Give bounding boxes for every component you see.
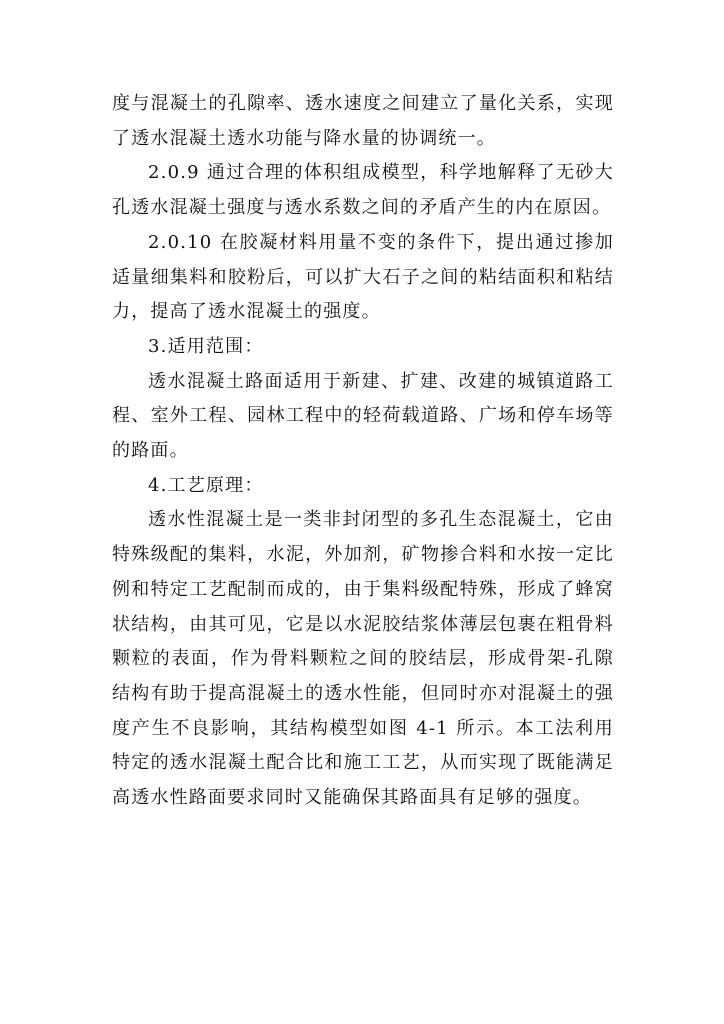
heading-principle: 4.工艺原理： [148,474,264,496]
paragraph-continuation: 度与混凝土的孔隙率、透水速度之间建立了量化关系，实现了透水混凝土透水功能与降水量的协调统一。 [112,93,614,149]
document-page [112,87,614,816]
heading-scope: 3.适用范围： [148,335,264,357]
paragraph-principle: 透水性混凝土是一类非封闭型的多孔生态混凝土，它由特殊级配的集料，水泥，外加剂，矿物掺合料和水按一定比例和特定工艺配制而成的，由于集料级配特殊，形成了蜂窝状结构，由其可见，它是以水泥胶结浆体薄层包裹在粗骨料颗粒的表面，作为骨料颗粒之间的胶结层，形成骨架-孔隙结构有助于提高混凝土的透水性能，但同时亦对混凝土的强度产生不良影响，其结构模型如图 4-1 所示。本工法利用特定的透水混凝土配合比和施工工艺，从而实现了既能满足高透水性路面要求同时又能确保其路面具有足够的强度。 [112,509,614,809]
paragraph-scope: 透水混凝土路面适用于新建、扩建、改建的城镇道路工程、室外工程、园林工程中的轻荷载道路、广场和停车场等的路面。 [112,370,614,462]
paragraph-2-0-9: 2.0.9 通过合理的体积组成模型，科学地解释了无砂大孔透水混凝土强度与透水系数之间的矛盾产生的内在原因。 [112,162,614,219]
paragraph-2-0-10: 2.0.10 在胶凝材料用量不变的条件下，提出通过掺加适量细集料和胶粉后，可以扩大石子之间的粘结面积和粘结力，提高了透水混凝土的强度。 [112,231,614,323]
